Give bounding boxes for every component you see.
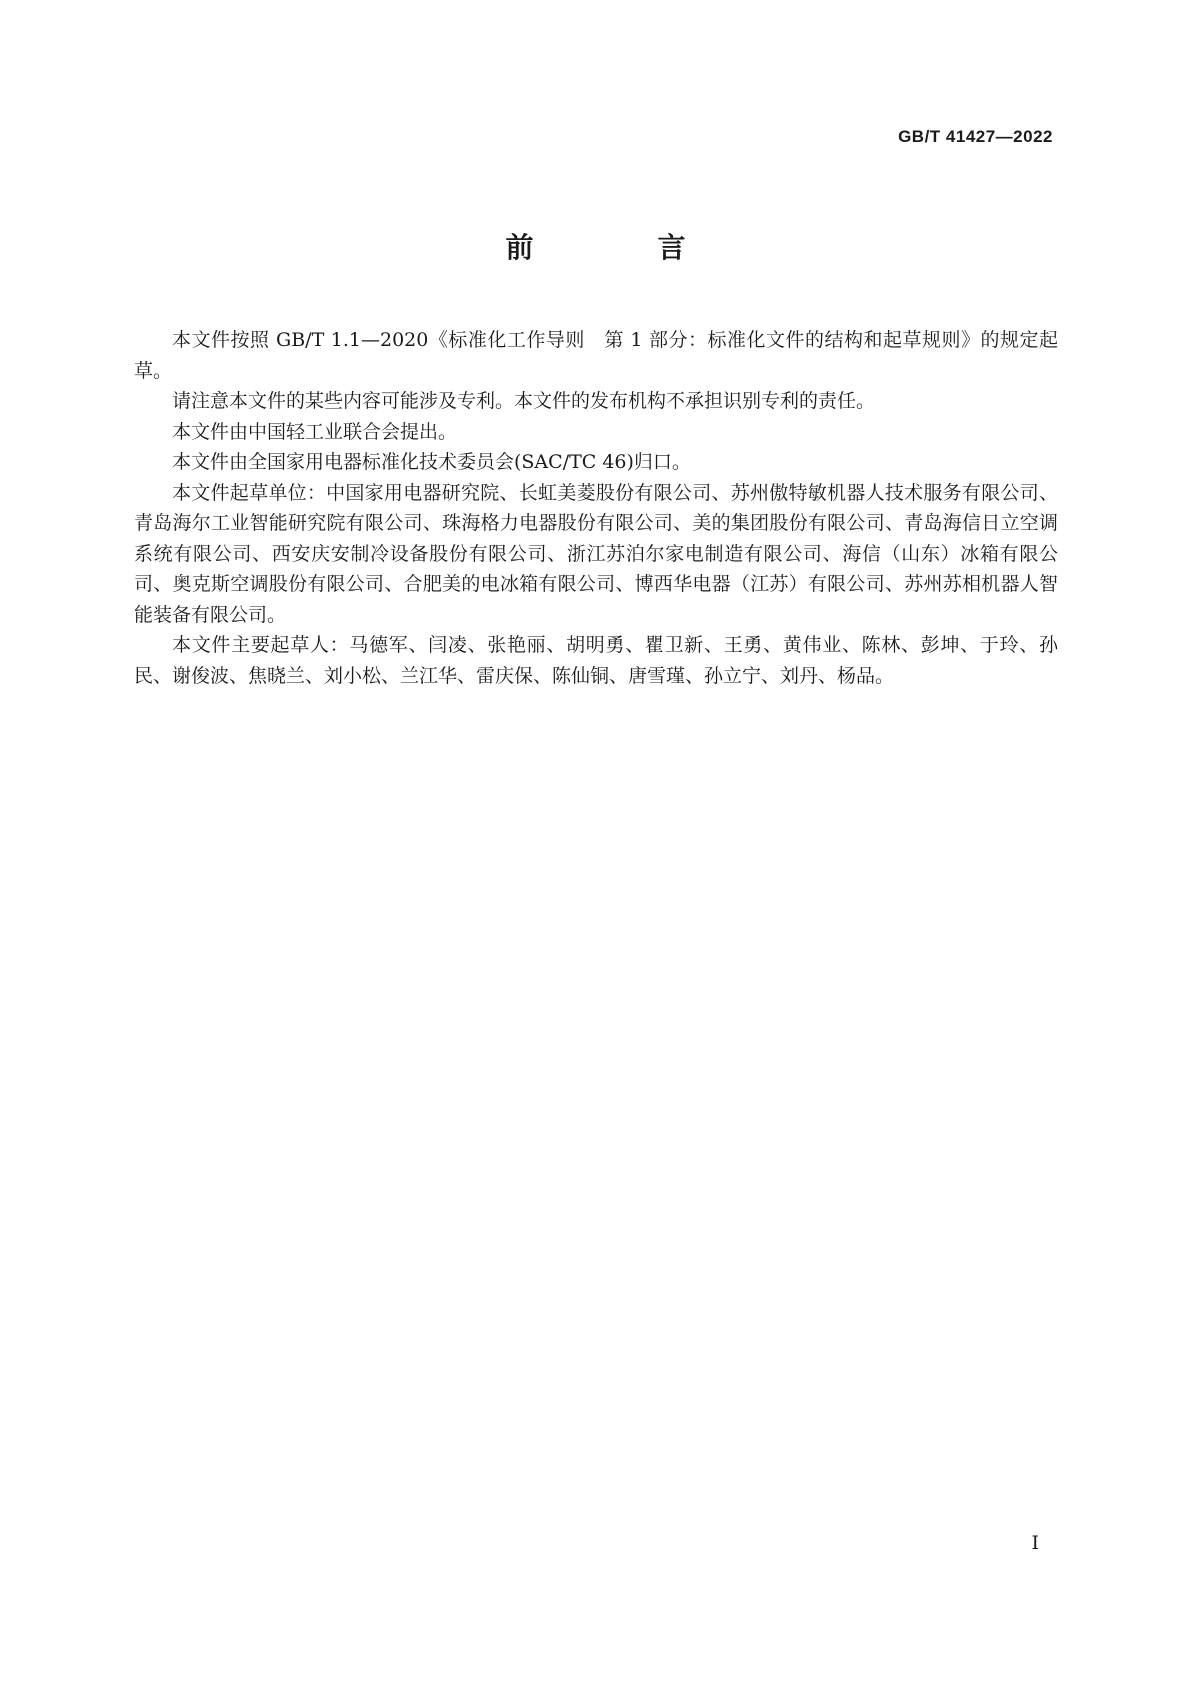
document-body: [134, 325, 1058, 691]
paragraph-drafters: 本文件主要起草人：马德军、闫凌、张艳丽、胡明勇、瞿卫新、王勇、黄伟业、陈林、彭坤、于玲、孙民、谢俊波、焦晓兰、刘小松、兰江华、雷庆保、陈仙铜、唐雪瑾、孙立宁、刘丹、杨品。: [134, 634, 1058, 687]
paragraph-proposer: 本文件由中国轻工业联合会提出。: [172, 420, 458, 443]
paragraph-drafting-rules: 本文件按照 GB/T 1.1—2020《标准化工作导则 第 1 部分：标准化文件的结构和起草规则》的规定起草。: [134, 329, 1058, 382]
paragraph-drafting-units: 本文件起草单位：中国家用电器研究院、长虹美菱股份有限公司、苏州傲特敏机器人技术服务有限公司、青岛海尔工业智能研究院有限公司、珠海格力电器股份有限公司、美的集团股份有限公司、青岛海信日立空调系统有限公司、西安庆安制冷设备股份有限公司、浙江苏泊尔家电制造有限公司、海信（山东）冰箱有限公司、奥克斯空调股份有限公司、合肥美的电冰箱有限公司、博西华电器（江苏）有限公司、苏州苏相机器人智能装备有限公司。: [134, 481, 1058, 626]
page-number: I: [1031, 1532, 1039, 1554]
standard-code: GB/T 41427—2022: [898, 127, 1053, 146]
page-title: 前 言: [505, 231, 734, 264]
paragraph-committee: 本文件由全国家用电器标准化技术委员会(SAC/TC 46)归口。: [172, 451, 691, 473]
paragraph-patent-notice: 请注意本文件的某些内容可能涉及专利。本文件的发布机构不承担识别专利的责任。: [172, 390, 876, 412]
